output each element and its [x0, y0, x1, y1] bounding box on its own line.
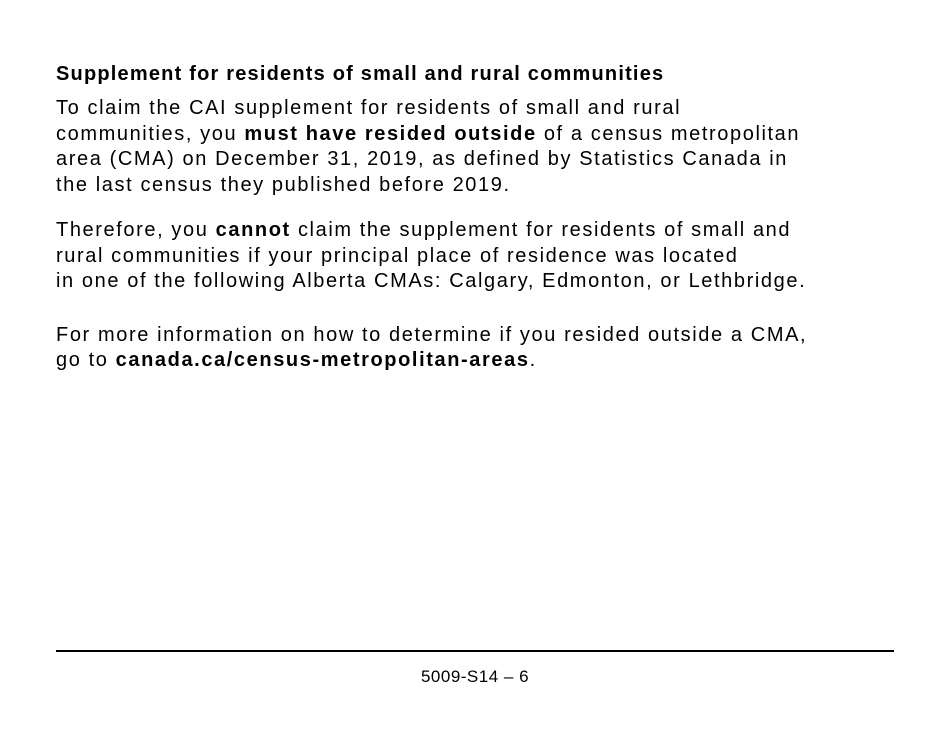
section-heading: Supplement for residents of small and rural communities [56, 63, 665, 85]
text-span: communities, you [56, 122, 245, 145]
paragraph-eligibility [56, 96, 906, 198]
text-span: . [529, 349, 537, 371]
text-line: in one of the following Alberta CMAs: Calgary, Edmonton, or Lethbridge. [56, 270, 807, 292]
text-line: area (CMA) on December 31, 2019, as defined by Statistics Canada in [56, 148, 788, 170]
text-line: the last census they published before 2019. [56, 173, 511, 196]
text-line [56, 122, 906, 148]
text-line: rural communities if your principal place of residence was located [56, 244, 739, 267]
text-span: go to [56, 349, 116, 371]
page-number: 5009-S14 – 6 [420, 667, 530, 686]
cma-link[interactable]: canada.ca/census-metropolitan-areas [115, 349, 530, 371]
text-span: Therefore, you [56, 219, 216, 241]
text-line [56, 218, 906, 244]
emphasis-text: cannot [215, 219, 291, 241]
text-line: To claim the CAI supplement for residents of small and rural [56, 97, 682, 119]
emphasis-text: must have resided outside [244, 122, 537, 145]
text-line: For more information on how to determine if you resided outside a CMA, [56, 323, 808, 346]
text-span: claim the supplement for residents of small and [290, 219, 792, 241]
paragraph-more-info [56, 323, 906, 374]
paragraph-restriction [56, 218, 906, 295]
text-span: of a census metropolitan [536, 122, 801, 145]
footer-divider [56, 650, 894, 652]
page-content [56, 60, 906, 374]
text-line [56, 348, 906, 374]
